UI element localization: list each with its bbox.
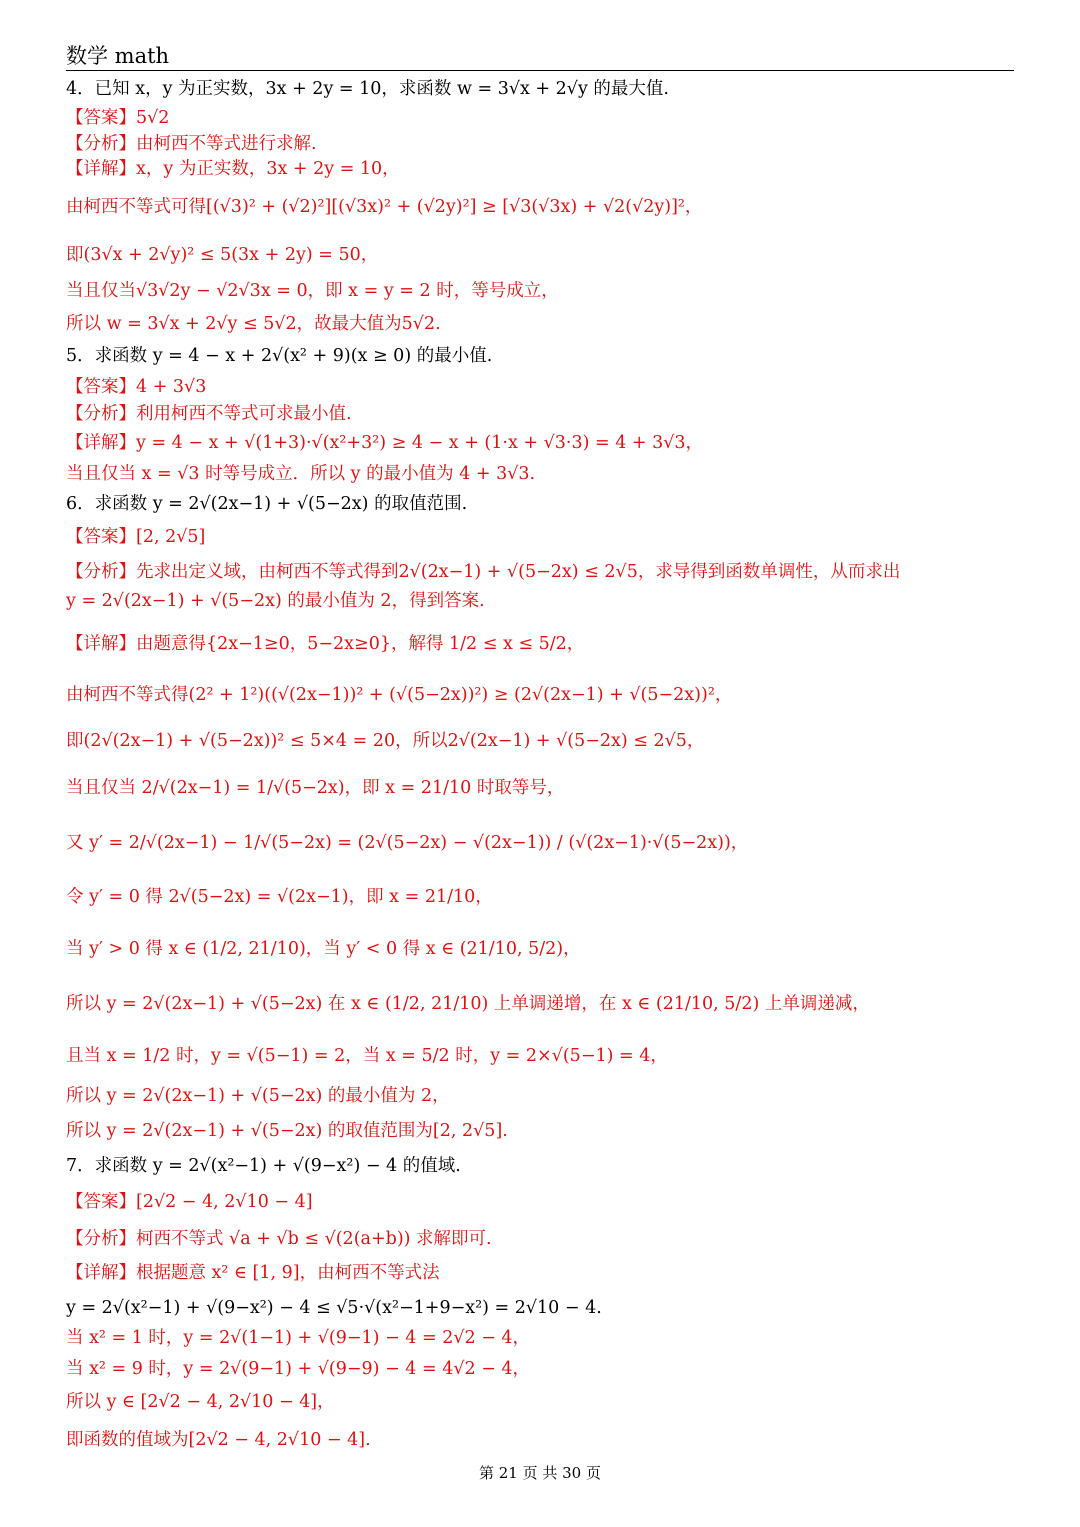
text-line: 即函数的值域为[2√2 − 4, 2√10 − 4]. <box>66 1430 371 1450</box>
text-line: 当 y′ > 0 得 x ∈ (1/2, 21/10)，当 y′ < 0 得 x ∈ (21/10, 5/2)， <box>66 939 581 959</box>
text-line: 由柯西不等式得(2² + 1²)((√(2x−1))² + (√(5−2x))²) ≥ (2√(2x−1) + √(5−2x))²， <box>66 685 733 705</box>
text-line: 当 x² = 9 时，y = 2√(9−1) + √(9−9) − 4 = 4√2 − 4， <box>66 1359 531 1379</box>
page-number: 第 21 页 共 30 页 <box>478 1464 601 1482</box>
text-line: 且当 x = 1/2 时，y = √(5−1) = 2，当 x = 5/2 时，y = 2×√(5−1) = 4， <box>66 1046 668 1066</box>
text-line: y = 2√(x²−1) + √(9−x²) − 4 ≤ √5·√(x²−1+9−x²) = 2√10 − 4. <box>66 1298 602 1318</box>
text-line: 【分析】利用柯西不等式可求最小值. <box>66 404 352 424</box>
text-line: 又 y′ = 2/√(2x−1) − 1/√(5−2x) = (2√(5−2x) − √(2x−1)) / (√(2x−1)·√(5−2x))， <box>66 833 749 853</box>
text-line: 【答案】5√2 <box>66 108 170 128</box>
text-line: 【详解】由题意得{2x−1≥0，5−2x≥0}，解得 1/2 ≤ x ≤ 5/2， <box>66 634 585 654</box>
text-line: 令 y′ = 0 得 2√(5−2x) = √(2x−1)，即 x = 21/10， <box>66 887 493 907</box>
text-line: 由柯西不等式可得[(√3)² + (√2)²][(√3x)² + (√2y)²] ≥ [√3(√3x) + √2(√2y)]²， <box>66 197 703 217</box>
text-line: 【答案】4 + 3√3 <box>66 377 207 397</box>
text-line: 5．求函数 y = 4 − x + 2√(x² + 9)(x ≥ 0) 的最小值. <box>66 346 493 366</box>
text-line: 所以 y ∈ [2√2 − 4, 2√10 − 4]， <box>66 1392 335 1412</box>
text-line: 当且仅当 2/√(2x−1) = 1/√(5−2x)，即 x = 21/10 时取等号， <box>66 778 565 798</box>
text-line: 【分析】由柯西不等式进行求解. <box>66 134 317 154</box>
text-line: 当 x² = 1 时，y = 2√(1−1) + √(9−1) − 4 = 2√2 − 4， <box>66 1328 531 1348</box>
text-line: 【分析】先求出定义域，由柯西不等式得到2√(2x−1) + √(5−2x) ≤ 2√5，求导得到函数单调性，从而求出 <box>66 562 901 582</box>
text-line: 所以 y = 2√(2x−1) + √(5−2x) 的最小值为 2， <box>66 1086 450 1106</box>
text-line: 【详解】x，y 为正实数，3x + 2y = 10， <box>66 159 400 179</box>
text-line: 即(2√(2x−1) + √(5−2x))² ≤ 5×4 = 20，所以2√(2x−1) + √(5−2x) ≤ 2√5， <box>66 731 705 751</box>
header-rule <box>66 70 1014 71</box>
text-line: 6．求函数 y = 2√(2x−1) + √(5−2x) 的取值范围. <box>66 494 468 514</box>
text-line: 所以 y = 2√(2x−1) + √(5−2x) 在 x ∈ (1/2, 21/10) 上单调递增，在 x ∈ (21/10, 5/2) 上单调递减， <box>66 994 870 1014</box>
text-line: 所以 w = 3√x + 2√y ≤ 5√2，故最大值为5√2. <box>66 314 441 334</box>
page-header-title: 数学 math <box>66 44 170 68</box>
text-line: 即(3√x + 2√y)² ≤ 5(3x + 2y) = 50， <box>66 245 379 265</box>
text-line: 【答案】[2√2 − 4, 2√10 − 4] <box>66 1192 313 1212</box>
text-line: 【答案】[2, 2√5] <box>66 527 206 547</box>
text-line: 【分析】柯西不等式 √a + √b ≤ √(2(a+b)) 求解即可. <box>66 1229 492 1249</box>
text-line: 当且仅当√3√2y − √2√3x = 0，即 x = y = 2 时，等号成立， <box>66 281 559 301</box>
text-line: 7．求函数 y = 2√(x²−1) + √(9−x²) − 4 的值域. <box>66 1156 461 1176</box>
text-line: y = 2√(2x−1) + √(5−2x) 的最小值为 2，得到答案. <box>66 591 485 611</box>
text-line: 4．已知 x，y 为正实数，3x + 2y = 10，求函数 w = 3√x + 2√y 的最大值. <box>66 79 669 99</box>
text-line: 所以 y = 2√(2x−1) + √(5−2x) 的取值范围为[2, 2√5]. <box>66 1121 508 1141</box>
text-line: 【详解】y = 4 − x + √(1+3)·√(x²+3²) ≥ 4 − x + (1·x + √3·3) = 4 + 3√3， <box>66 433 704 453</box>
text-line: 【详解】根据题意 x² ∈ [1, 9]，由柯西不等式法 <box>66 1263 440 1283</box>
text-line: 当且仅当 x = √3 时等号成立．所以 y 的最小值为 4 + 3√3. <box>66 464 536 484</box>
